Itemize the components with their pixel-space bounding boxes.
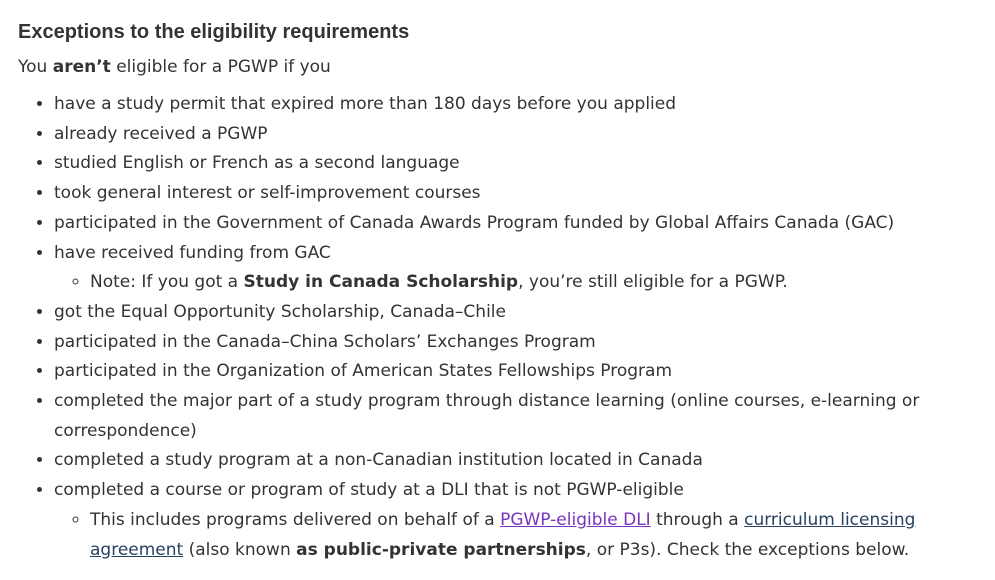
list-item-dli xyxy=(54,476,978,565)
section-heading: Exceptions to the eligibility requirements xyxy=(18,21,410,43)
intro-paragraph xyxy=(18,55,978,79)
intro-text-after: eligible for a PGWP if you xyxy=(110,57,331,77)
dli-note-after2: , or P3s). Check the exceptions below. xyxy=(585,539,910,560)
list-item: • completed the major part of a study program through distance learning (online courses, e-learning or correspondence) xyxy=(54,387,978,446)
dli-note-emphasis: as public-private partnerships xyxy=(296,539,586,560)
curriculum-licensing-link[interactable]: curriculum licensing agreement xyxy=(90,509,916,560)
eligibility-exceptions-section xyxy=(18,18,978,565)
list-item: • already received a PGWP xyxy=(54,120,978,150)
dli-note-middle: through a xyxy=(650,509,745,530)
pgwp-eligible-dli-link[interactable]: PGWP-eligible DLI xyxy=(500,509,651,530)
gac-note-after: , you’re still eligible for a PGWP. xyxy=(518,272,788,293)
list-item-label: completed a course or program of study at a DLI that is not PGWP-eligible xyxy=(54,480,684,501)
gac-note-before: Note: If you got a xyxy=(90,272,244,293)
intro-text-before: You xyxy=(18,57,53,77)
list-item: • completed a study program at a non-Canadian institution located in Canada xyxy=(54,446,978,476)
list-item: • participated in the Canada–China Scholars’ Exchanges Program xyxy=(54,328,978,358)
list-item: • took general interest or self-improvement courses xyxy=(54,179,978,209)
dli-note-before: This includes programs delivered on behalf of a xyxy=(90,509,501,530)
list-item: • participated in the Government of Canada Awards Program funded by Global Affairs Canada (GAC) xyxy=(54,209,978,239)
gac-sublist xyxy=(54,268,978,298)
list-item-label: have received funding from GAC xyxy=(54,242,331,263)
dli-sublist xyxy=(54,506,978,565)
gac-note-item xyxy=(90,268,978,298)
dli-note-item xyxy=(90,506,978,565)
intro-emphasis: aren’t xyxy=(52,57,111,77)
list-item: • participated in the Organization of American States Fellowships Program xyxy=(54,357,978,387)
list-item: • got the Equal Opportunity Scholarship, Canada–Chile xyxy=(54,298,978,328)
dli-note-after1: (also known xyxy=(183,539,297,560)
list-item: • studied English or French as a second language xyxy=(54,149,978,179)
gac-note-emphasis: Study in Canada Scholarship xyxy=(243,272,519,293)
ineligibility-list xyxy=(18,90,978,565)
list-item: • have a study permit that expired more than 180 days before you applied xyxy=(54,90,978,120)
list-item-gac-funding xyxy=(54,239,978,298)
